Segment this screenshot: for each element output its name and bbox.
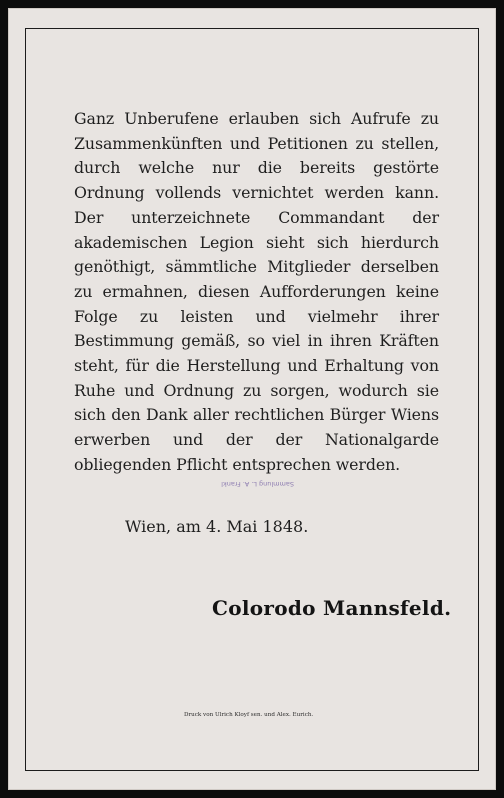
date-line: Wien, am 4. Mai 1848. (125, 517, 309, 536)
proclamation-body: Ganz Unberufene erlauben sich Aufrufe zu Zusammenkünften und Petitionen zu stellen, durch welche nur die bereits gestörte Ordnung vollends vernichtet werden kann. Der unterzeichnete Commandant der akademischen Legion sieht sich hierdurch genöthigt, sämmtliche Mitglieder derselben zu ermahnen, diesen Aufforderungen keine Folge zu leisten und vielmehr ihrer Bestimmung gemäß, so viel in ihren Kräften steht, für die Herstellung und Erhaltung von Ruhe und Ordnung zu sorgen, wodurch sie sich den Dank aller rechtlichen Bürger Wiens erwerben und der der Nationalgarde obliegenden Pflicht entsprechen werden. (74, 109, 439, 474)
poster-sheet (8, 8, 496, 790)
printer-imprint: Druck von Ulrich Kloyf sen. und Alex. Eurich. (184, 712, 314, 718)
signature: Colorodo Mannsfeld. (212, 596, 452, 620)
collection-stamp: Sammlung L. A. Frankl (221, 480, 294, 488)
